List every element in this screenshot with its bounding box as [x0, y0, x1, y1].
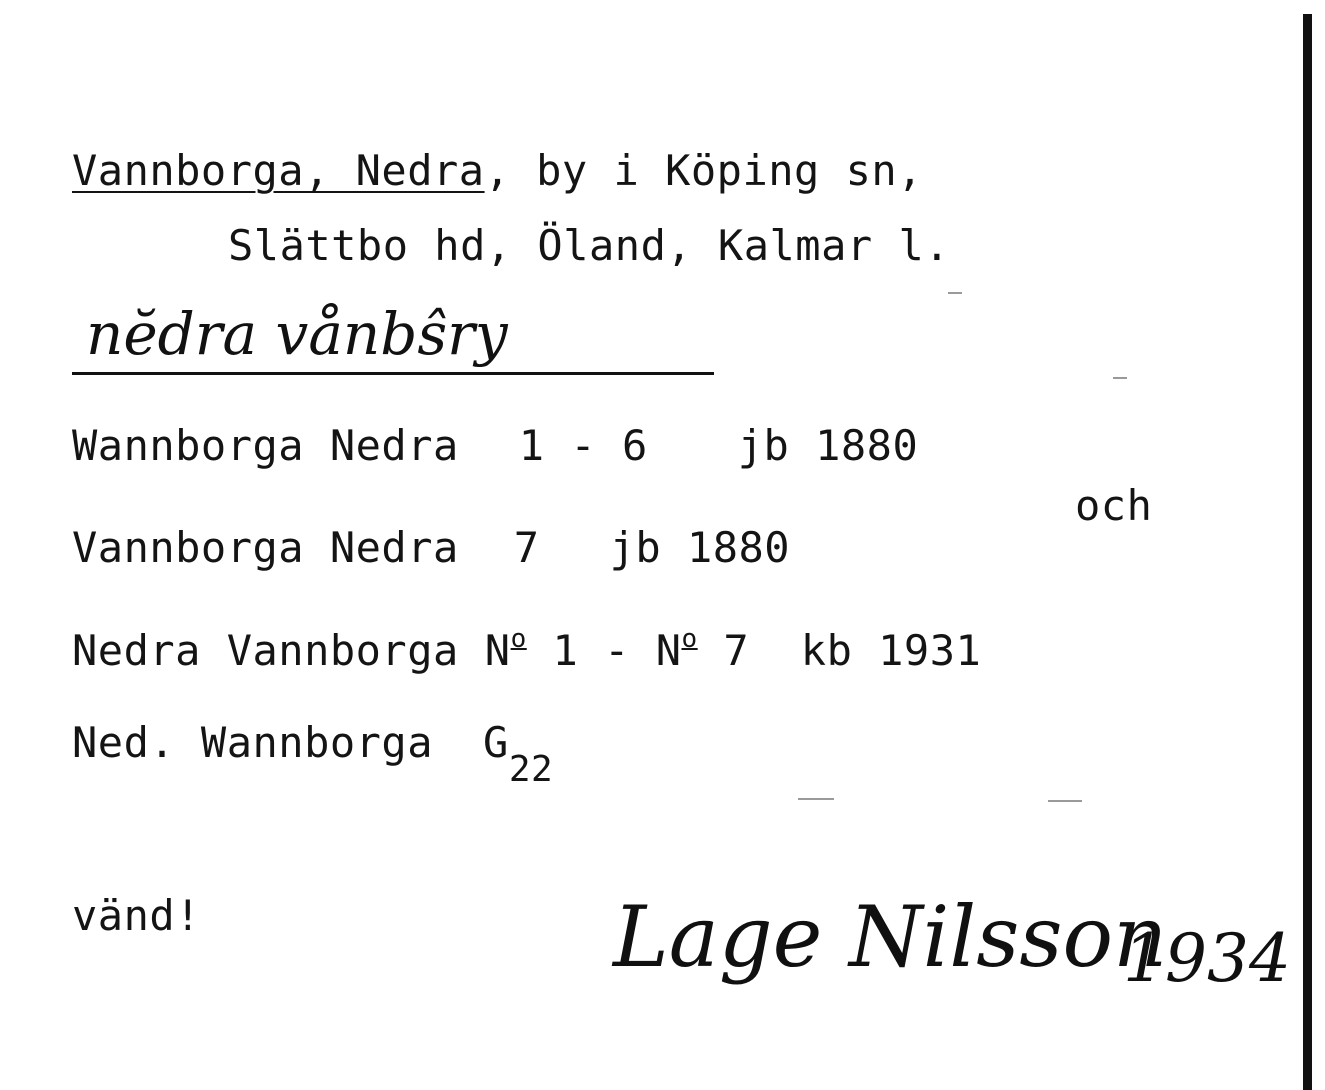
- record-name: Wannborga Nedra: [72, 421, 459, 470]
- map-reference-subscript: 22: [508, 749, 554, 790]
- och-note: och: [1075, 481, 1153, 530]
- number-abbrev-sup-1: o: [510, 624, 527, 654]
- heading-line-1: [72, 146, 923, 195]
- place-description: , by i Köping sn,: [484, 146, 923, 195]
- paper-speck: [1113, 377, 1127, 379]
- map-reference: G: [483, 718, 509, 767]
- signature: [605, 868, 1291, 1068]
- card-edge-border: [1303, 14, 1312, 1090]
- number-abbrev-1: N: [484, 626, 511, 675]
- heading-line-2: Slättbo hd, Öland, Kalmar l.: [228, 221, 951, 270]
- paper-speck: [798, 798, 834, 800]
- record-name: Nedra Vannborga: [72, 626, 459, 675]
- record-row-1: [72, 421, 919, 470]
- record-row-3: [72, 624, 982, 675]
- number-range-mid: 1 -: [526, 626, 656, 675]
- record-row-4: [72, 718, 554, 790]
- record-row-2: [72, 523, 791, 572]
- place-name-underlined: Vannborga, Nedra: [72, 146, 485, 195]
- signature-year: 1934: [1123, 920, 1291, 997]
- record-range: 1 - 6: [518, 421, 648, 470]
- paper-speck: [1048, 800, 1082, 802]
- record-source: jb 1880: [609, 523, 791, 572]
- turn-over-note: vänd!: [72, 891, 201, 940]
- handwritten-underline: [72, 372, 714, 375]
- number-abbrev-2: N: [655, 626, 682, 675]
- signature-name: Lage Nilsson: [613, 888, 1168, 986]
- record-name: Ned. Wannborga: [72, 718, 434, 767]
- handwritten-dialect-form: nĕdra vånbŝry: [86, 300, 508, 368]
- paper-speck: [948, 292, 962, 294]
- record-source: 7 kb 1931: [697, 626, 982, 675]
- record-source: jb 1880: [737, 421, 919, 470]
- record-name: Vannborga Nedra: [72, 523, 459, 572]
- number-abbrev-sup-2: o: [681, 624, 698, 654]
- record-range: 7: [513, 523, 540, 572]
